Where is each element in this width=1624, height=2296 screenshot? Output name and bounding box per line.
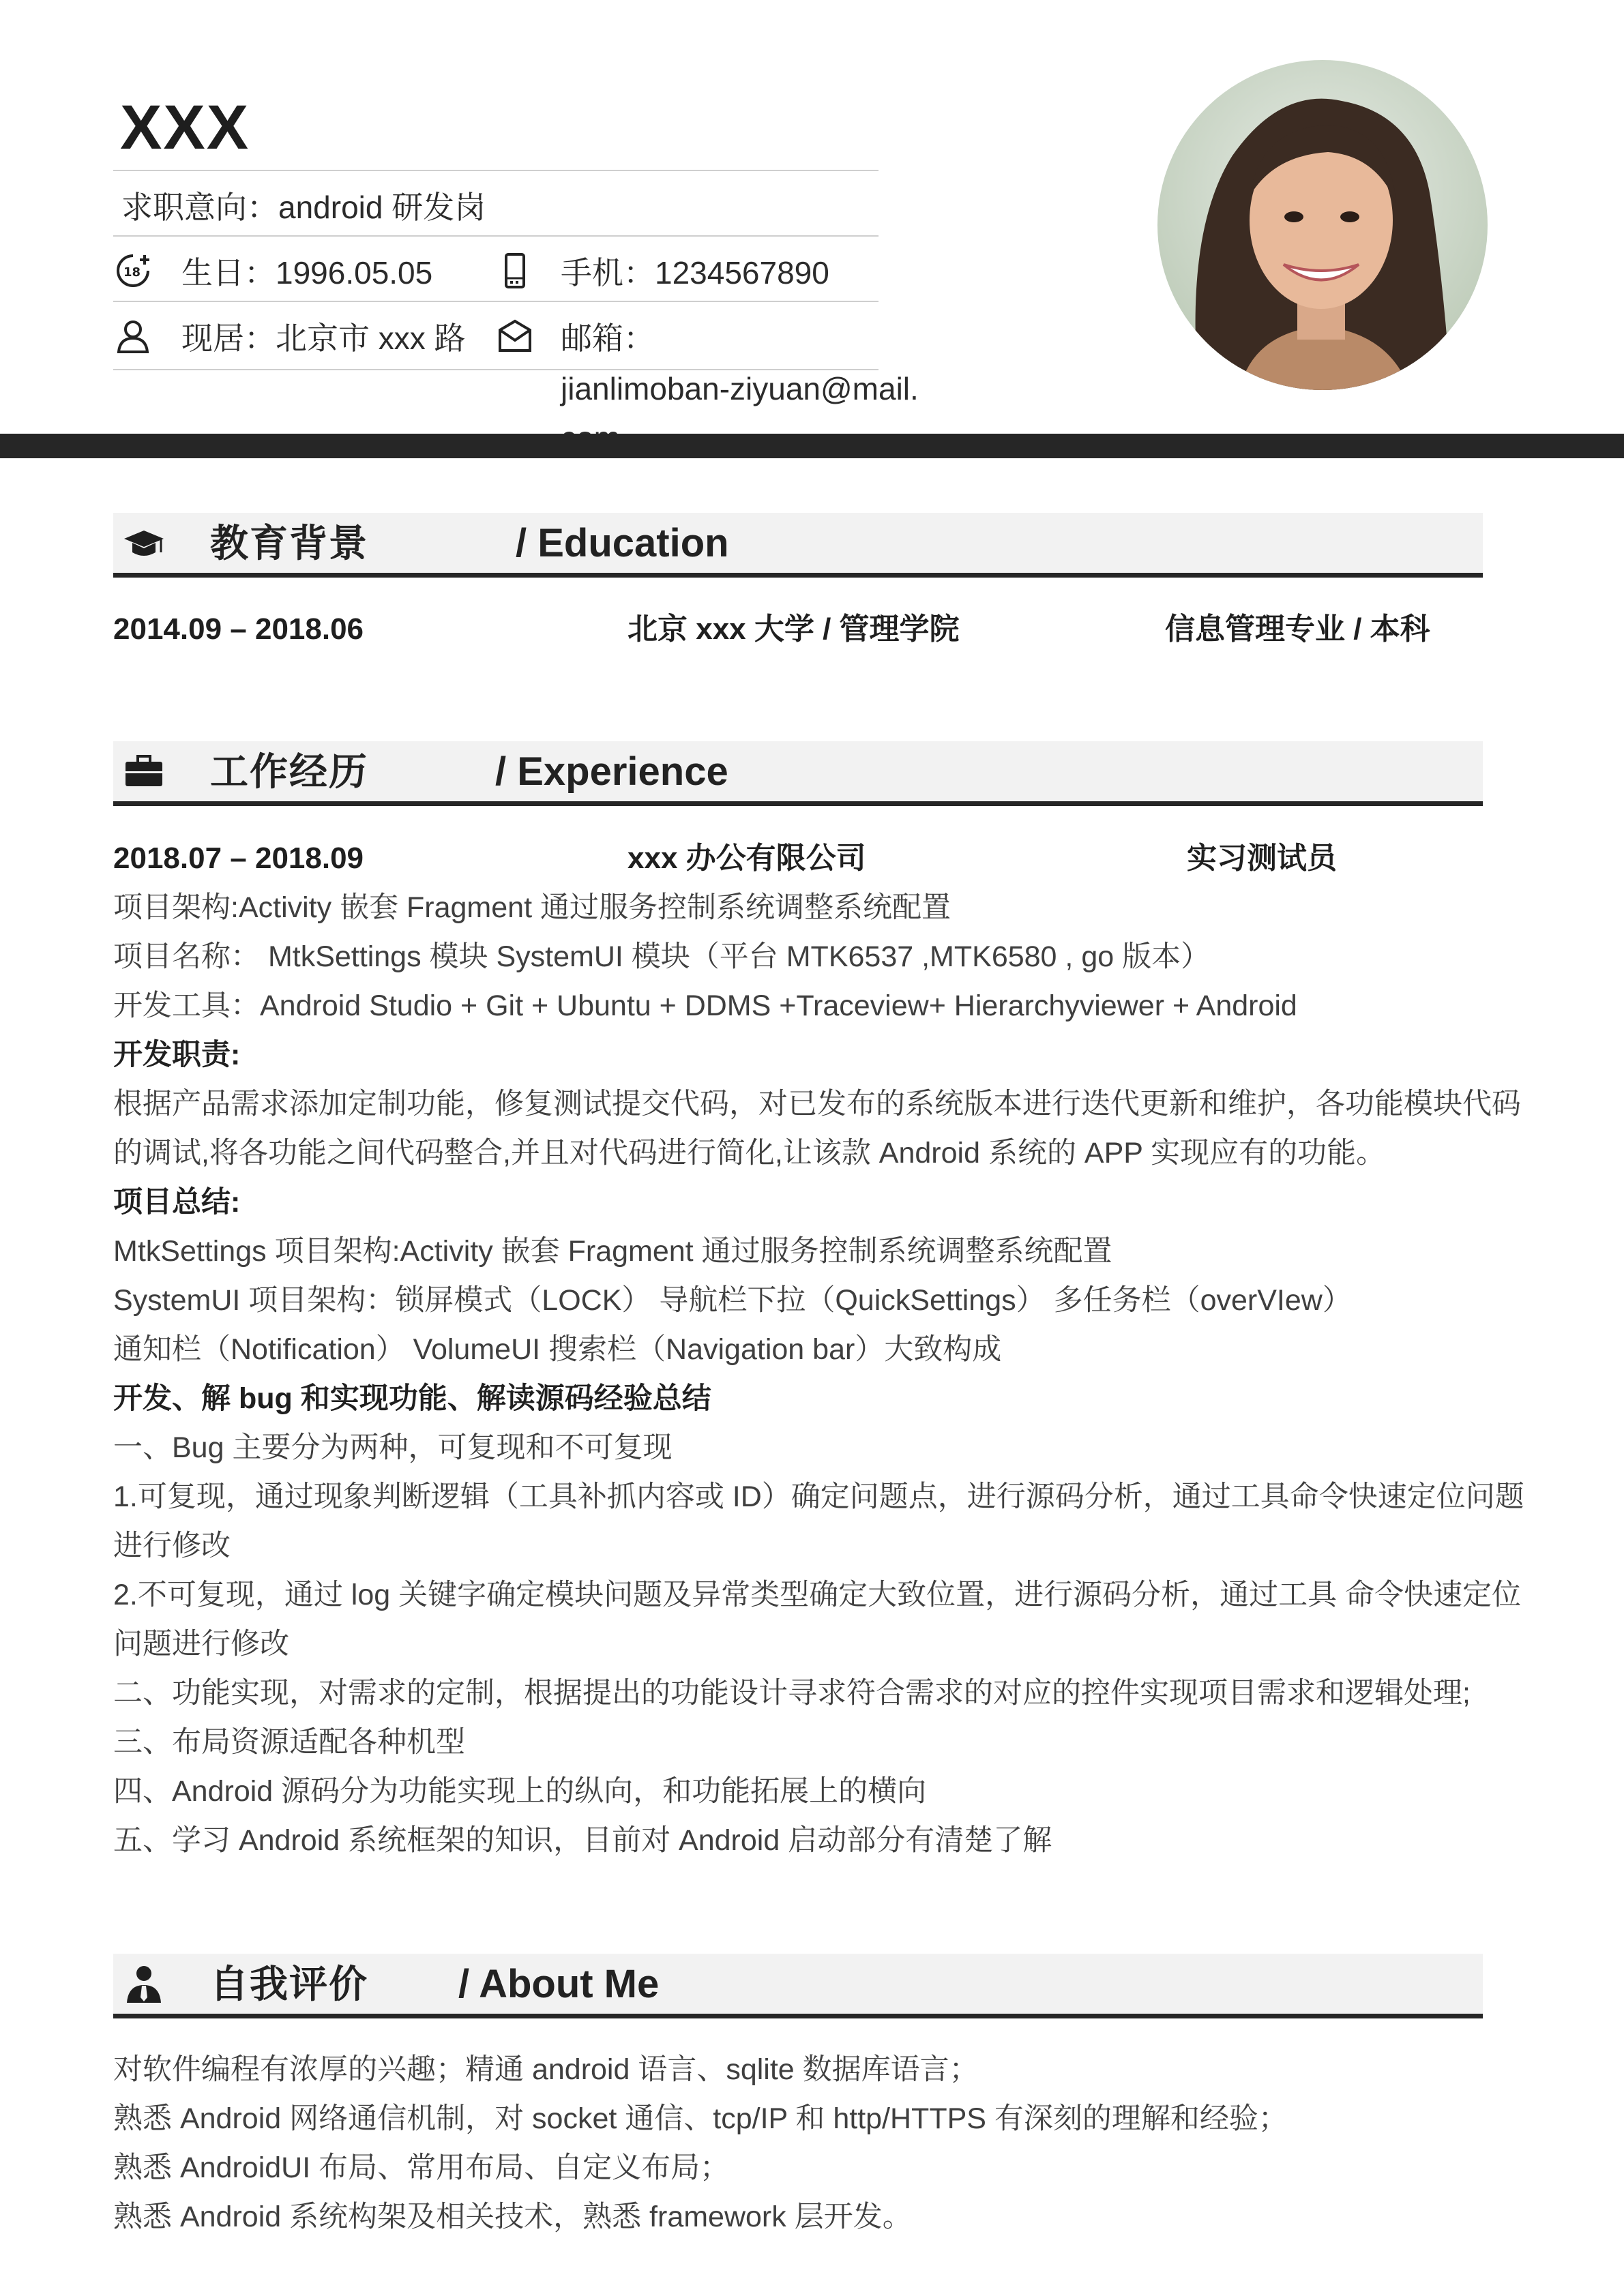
bug-line: 二、功能实现，对需求的定制，根据提出的功能设计寻求符合需求的对应的控件实现项目需求和逻辑处理; — [113, 1677, 1471, 1710]
education-title-en: / Education — [516, 521, 729, 565]
about-line: 熟悉 Android 网络通信机制，对 socket 通信、tcp/IP 和 http/HTTPS 有深刻的理解和经验； — [113, 2102, 1288, 2135]
bug-line: 进行修改 — [113, 1530, 231, 1562]
summary-line: MtkSettings 项目架构:Activity 嵌套 Fragment 通过服务控制系统调整系统配置 — [113, 1235, 1112, 1268]
education-school: 北京 xxx 大学 / 管理学院 — [628, 612, 960, 646]
age-18-icon — [115, 252, 151, 289]
education-major: 信息管理专业 / 本科 — [1165, 612, 1430, 646]
bug-summary-label: 开发、解 bug 和实现功能、解读源码经验总结 — [113, 1382, 711, 1415]
about-section-header — [113, 1954, 1483, 2018]
experience-company: xxx 办公有限公司 — [628, 841, 866, 875]
about-line: 对软件编程有浓厚的兴趣；精通 android 语言、sqlite 数据库语言； — [113, 2053, 979, 2086]
divider — [113, 301, 879, 302]
experience-line: 项目架构:Activity 嵌套 Fragment 通过服务控制系统调整系统配置 — [113, 891, 951, 924]
avatar — [1157, 60, 1488, 390]
experience-line: 项目名称： MtkSettings 模块 SystemUI 模块（平台 MTK6537 ,MTK6580 , go 版本） — [113, 940, 1211, 973]
header-bar — [0, 434, 1624, 458]
bug-line: 问题进行修改 — [113, 1628, 289, 1660]
divider — [113, 235, 879, 237]
mobile-phone-icon — [497, 252, 533, 289]
current-address: 现居：北京市 xxx 路 — [181, 320, 466, 356]
duty-line: 根据产品需求添加定制功能，修复测试提交代码，对已发布的系统版本进行迭代更新和维护，各功能模块代码 — [113, 1088, 1521, 1120]
email-label: 邮箱： — [561, 320, 655, 356]
summary-label: 项目总结: — [113, 1186, 241, 1219]
graduation-cap-icon — [123, 522, 165, 565]
email-address[interactable]: jianlimoban-ziyuan@mail. — [561, 371, 919, 406]
divider — [113, 170, 879, 171]
bug-line: 一、Bug 主要分为两种，可复现和不可复现 — [113, 1431, 673, 1464]
birthday: 生日：1996.05.05 — [181, 255, 433, 290]
about-title: 自我评价 — [210, 1963, 368, 2006]
experience-role: 实习测试员 — [1187, 841, 1337, 875]
bug-line: 五、学习 Android 系统框架的知识，目前对 Android 启动部分有清楚了解 — [113, 1824, 1052, 1857]
education-section-header — [113, 513, 1483, 578]
about-title-en: / About Me — [458, 1962, 660, 2006]
briefcase-icon — [123, 751, 165, 793]
person-location-icon — [115, 318, 151, 355]
job-objective: 求职意向：android 研发岗 — [121, 190, 486, 225]
experience-line: 开发工具：Android Studio + Git + Ubuntu + DDMS +Traceview+ Hierarchyviewer + Android — [113, 989, 1297, 1022]
about-line: 熟悉 AndroidUI 布局、常用布局、自定义布局； — [113, 2151, 730, 2184]
phone: 手机：1234567890 — [561, 255, 829, 290]
summary-line: 通知栏（Notification） VolumeUI 搜索栏（Navigation bar）大致构成 — [113, 1333, 1002, 1366]
experience-title: 工作经历 — [210, 750, 368, 793]
education-period: 2014.09 – 2018.06 — [113, 612, 364, 646]
svg-text:18: 18 — [123, 265, 141, 280]
bug-line: 2.不可复现，通过 log 关键字确定模块问题及异常类型确定大致位置，进行源码分析，通过工具 命令快速定位 — [113, 1579, 1522, 1611]
summary-line: SystemUI 项目架构：锁屏模式（LOCK） 导航栏下拉（QuickSettings） 多任务栏（overVIew） — [113, 1284, 1352, 1317]
duty-line: 的调试,将各功能之间代码整合,并且对代码进行简化,让该款 Android 系统的 APP 实现应有的功能。 — [113, 1137, 1386, 1169]
bug-line: 三、布局资源适配各种机型 — [113, 1726, 465, 1759]
user-tie-icon — [123, 1963, 165, 2006]
experience-period: 2018.07 – 2018.09 — [113, 841, 364, 875]
about-line: 熟悉 Android 系统构架及相关技术，熟悉 framework 层开发。 — [113, 2201, 912, 2233]
duty-label: 开发职责: — [113, 1039, 241, 1071]
bug-line: 四、Android 源码分为功能实现上的纵向，和功能拓展上的横向 — [113, 1775, 927, 1808]
experience-title-en: / Experience — [495, 749, 728, 794]
candidate-name: XXX — [120, 93, 250, 162]
experience-section-header — [113, 741, 1483, 806]
bug-line: 1.可复现，通过现象判断逻辑（工具补抓内容或 ID）确定问题点，进行源码分析，通过工具命令快速定位问题 — [113, 1480, 1524, 1513]
mail-icon — [497, 318, 533, 355]
education-title: 教育背景 — [210, 522, 368, 565]
